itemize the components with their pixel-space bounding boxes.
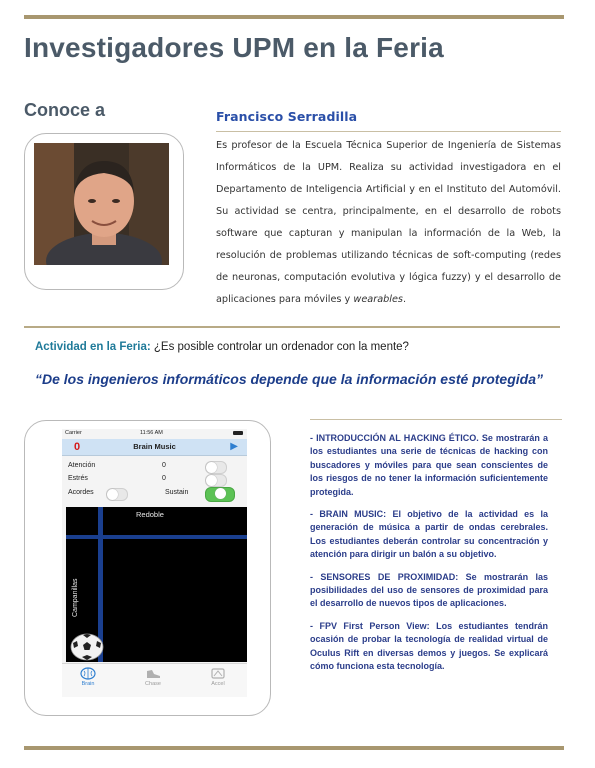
tab-chase[interactable] (133, 667, 173, 687)
chords-toggle[interactable] (106, 488, 128, 501)
bio-text: Es profesor de la Escuela Técnica Superior de Ingeniería de Sistemas Informáticos de la UPM. Realiza su actividad investigadora en el Departamento de Inteligencia Artificial y en el Instituto del Automóvil. Su actividad se centra, principalmente, en el desarrollo de robots software que capturan y manipulan la información de la Web, la resolución de problemas utilizando técnicas de soft-computing (redes de neuronas, computación evolutiva y lógica fuzzy) y el desarrollo de aplicaciones para móviles y (216, 140, 561, 305)
sustain-label: Sustain (165, 489, 189, 496)
brain-icon (68, 667, 108, 681)
sustain-toggle[interactable] (205, 487, 235, 502)
control-pad[interactable] (66, 507, 247, 662)
counter-value: 0 (74, 441, 81, 453)
person-name: Francisco Serradilla (216, 109, 358, 124)
top-rule (24, 15, 564, 19)
portrait-photo (34, 143, 169, 265)
stress-row (62, 473, 247, 486)
tab-accel-label: Accel (211, 681, 225, 687)
tab-accel[interactable] (198, 667, 238, 687)
pad-top-label: Redoble (136, 510, 164, 519)
chords-label: Acordes (68, 489, 94, 496)
feature-item: - INTRODUCCIÓN AL HACKING ÉTICO. Se mostrarán a los estudiantes una serie de técnicas de hacking con buscadores y móviles para que sean conscientes de los riesgos de no tener la información suficientemente protegida. (310, 433, 548, 497)
person-bio (216, 135, 561, 311)
stress-label: Estrés (68, 475, 88, 482)
status-time: 11:56 AM (140, 430, 163, 436)
accel-icon (198, 667, 238, 681)
app-screen (62, 429, 247, 697)
bottom-rule (24, 746, 564, 750)
features-list (310, 432, 548, 683)
section-subtitle: Conoce a (24, 100, 106, 120)
tab-chase-label: Chase (145, 681, 161, 687)
attention-label: Atención (68, 462, 96, 469)
bio-end: . (402, 294, 407, 305)
chords-row (62, 486, 247, 502)
app-title: Brain Music (133, 442, 176, 451)
activity-line (35, 341, 409, 353)
shoe-icon (133, 667, 173, 681)
carrier-label: Carrier (65, 430, 82, 436)
tab-brain[interactable] (68, 667, 108, 687)
app-toolbar (62, 439, 247, 456)
pad-side-label: Campanillas (72, 578, 79, 617)
app-tab-bar (62, 663, 247, 697)
pad-horizontal-line (66, 535, 247, 539)
stress-value: 0 (162, 475, 166, 482)
page-title: Investigadores UPM en la Feria (24, 32, 444, 63)
section-divider (24, 326, 560, 328)
status-bar (62, 429, 247, 439)
battery-icon (233, 431, 243, 435)
feature-item: - BRAIN MUSIC: El objetivo de la actividad es la generación de música a partir de ondas cerebrales. Los estudiantes deberán controlar su concentración y atención para dirigir un balón a su objetivo. (310, 509, 548, 560)
activity-question: ¿Es posible controlar un ordenador con la mente? (153, 341, 409, 353)
play-icon[interactable]: ▶ (230, 441, 238, 452)
name-underline (216, 131, 561, 132)
features-top-rule (310, 419, 562, 420)
tab-brain-label: Brain (81, 681, 95, 687)
attention-value: 0 (162, 462, 166, 469)
activity-label: Actividad en la Feria: (35, 341, 151, 353)
feature-item: - FPV First Person View: Los estudiantes tendrán ocasión de probar la tecnología de realidad virtual de Oculus Rift en diversas demos y juegos. Se explicará cómo funciona esta tecnología. (310, 620, 548, 672)
soccer-ball-icon[interactable] (70, 633, 104, 661)
activity-quote: “De los ingenieros informáticos depende que la información esté protegida” (35, 371, 543, 387)
attention-row (62, 460, 247, 473)
app-screenshot-frame (24, 420, 271, 716)
photo-frame (24, 133, 184, 290)
bio-wearables: wearables (353, 294, 403, 305)
feature-item: - SENSORES DE PROXIMIDAD: Se mostrarán las posibilidades del uso de sensores de proximidad para el desarrollo de nuevos tipos de aplicaciones. (310, 571, 548, 609)
